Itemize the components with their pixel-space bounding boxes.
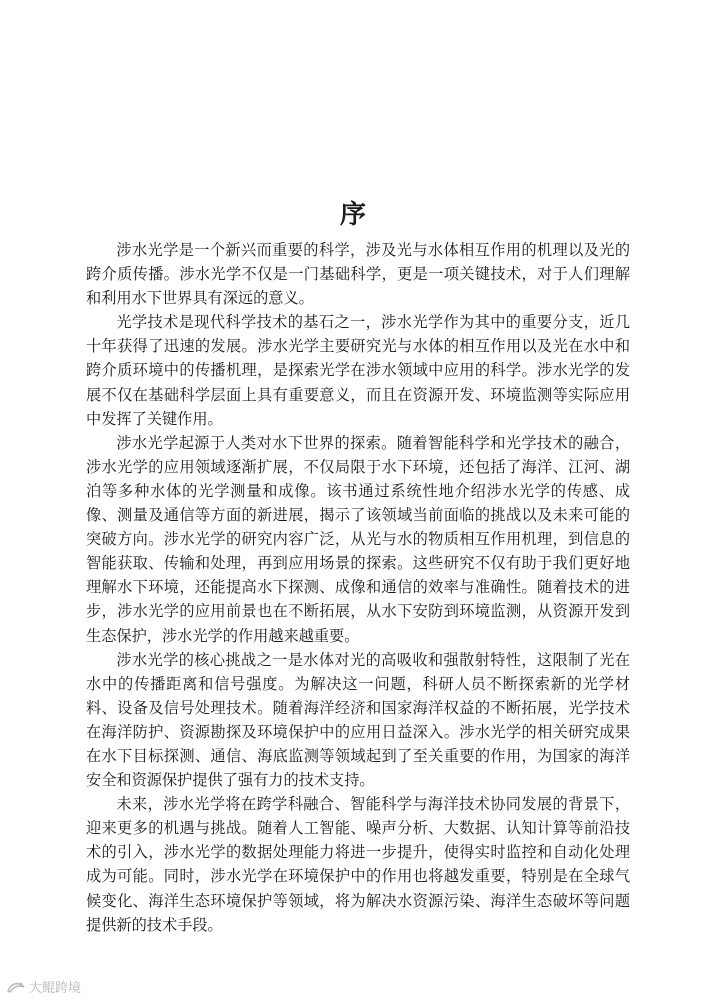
watermark-text: 大鲲跨境	[29, 981, 82, 996]
paragraph: 涉水光学是一个新兴而重要的科学，涉及光与水体相互作用的机理以及光的跨介质传播。涉水光学不仅是一门基础科学，更是一项关键技术，对于人们理解和利用水下世界具有深远的意义。	[86, 241, 630, 308]
paragraph: 涉水光学的核心挑战之一是水体对光的高吸收和强散射特性，这限制了光在水中的传播距离和信号强度。为解决这一问题，科研人员不断探索新的光学材料、设备及信号处理技术。随着海洋经济和国家海洋权益的不断拓展，光学技术在海洋防护、资源勘探及环境保护中的应用日益深入。涉水光学的相关研究成果在水下目标探测、通信、海底监测等领域起到了至关重要的作用，为国家的海洋安全和资源保护提供了强有力的技术支持。	[86, 650, 630, 790]
paragraph: 光学技术是现代科学技术的基石之一，涉水光学作为其中的重要分支，近几十年获得了迅速的发展。涉水光学主要研究光与水体的相互作用以及光在水中和跨介质环境中的传播机理，是探索光学在涉水领域中应用的科学。涉水光学的发展不仅在基础科学层面上具有重要意义，而且在资源开发、环境监测等实际应用中发挥了关键作用。	[86, 313, 630, 428]
watermark	[6, 977, 81, 996]
page-title: 序	[339, 200, 368, 231]
paragraph: 未来，涉水光学将在跨学科融合、智能科学与海洋技术协同发展的背景下，迎来更多的机遇与挑战。随着人工智能、噪声分析、大数据、认知计算等前沿技术的引入，涉水光学的数据处理能力将进一步提升，使得实时监控和自动化处理成为可能。同时，涉水光学在环境保护中的作用也将越发重要，特别是在全球气候变化、海洋生态环境保护等领域，将为解决水资源污染、海洋生态破坏等问题提供新的技术手段。	[86, 795, 630, 934]
brand-logo-icon	[6, 980, 26, 994]
preface-body	[86, 238, 630, 937]
paragraph: 涉水光学起源于人类对水下世界的探索。随着智能科学和光学技术的融合，涉水光学的应用领域逐渐扩展，不仅局限于水下环境，还包括了海洋、江河、湖泊等多种水体的光学测量和成像。该书通过系统性地介绍涉水光学的传感、成像、测量及通信等方面的新进展，揭示了该领域当前面临的挑战以及未来可能的突破方向。涉水光学的研究内容广泛，从光与水的物质相互作用机理，到信息的智能获取、传输和处理，再到应用场景的探索。这些研究不仅有助于我们更好地理解水下环境，还能提高水下探测、成像和通信的效率与准确性。随着技术的进步，涉水光学的应用前景也在不断拓展，从水下安防到环境监测，从资源开发到生态保护，涉水光学的作用越来越重要。	[86, 433, 630, 645]
